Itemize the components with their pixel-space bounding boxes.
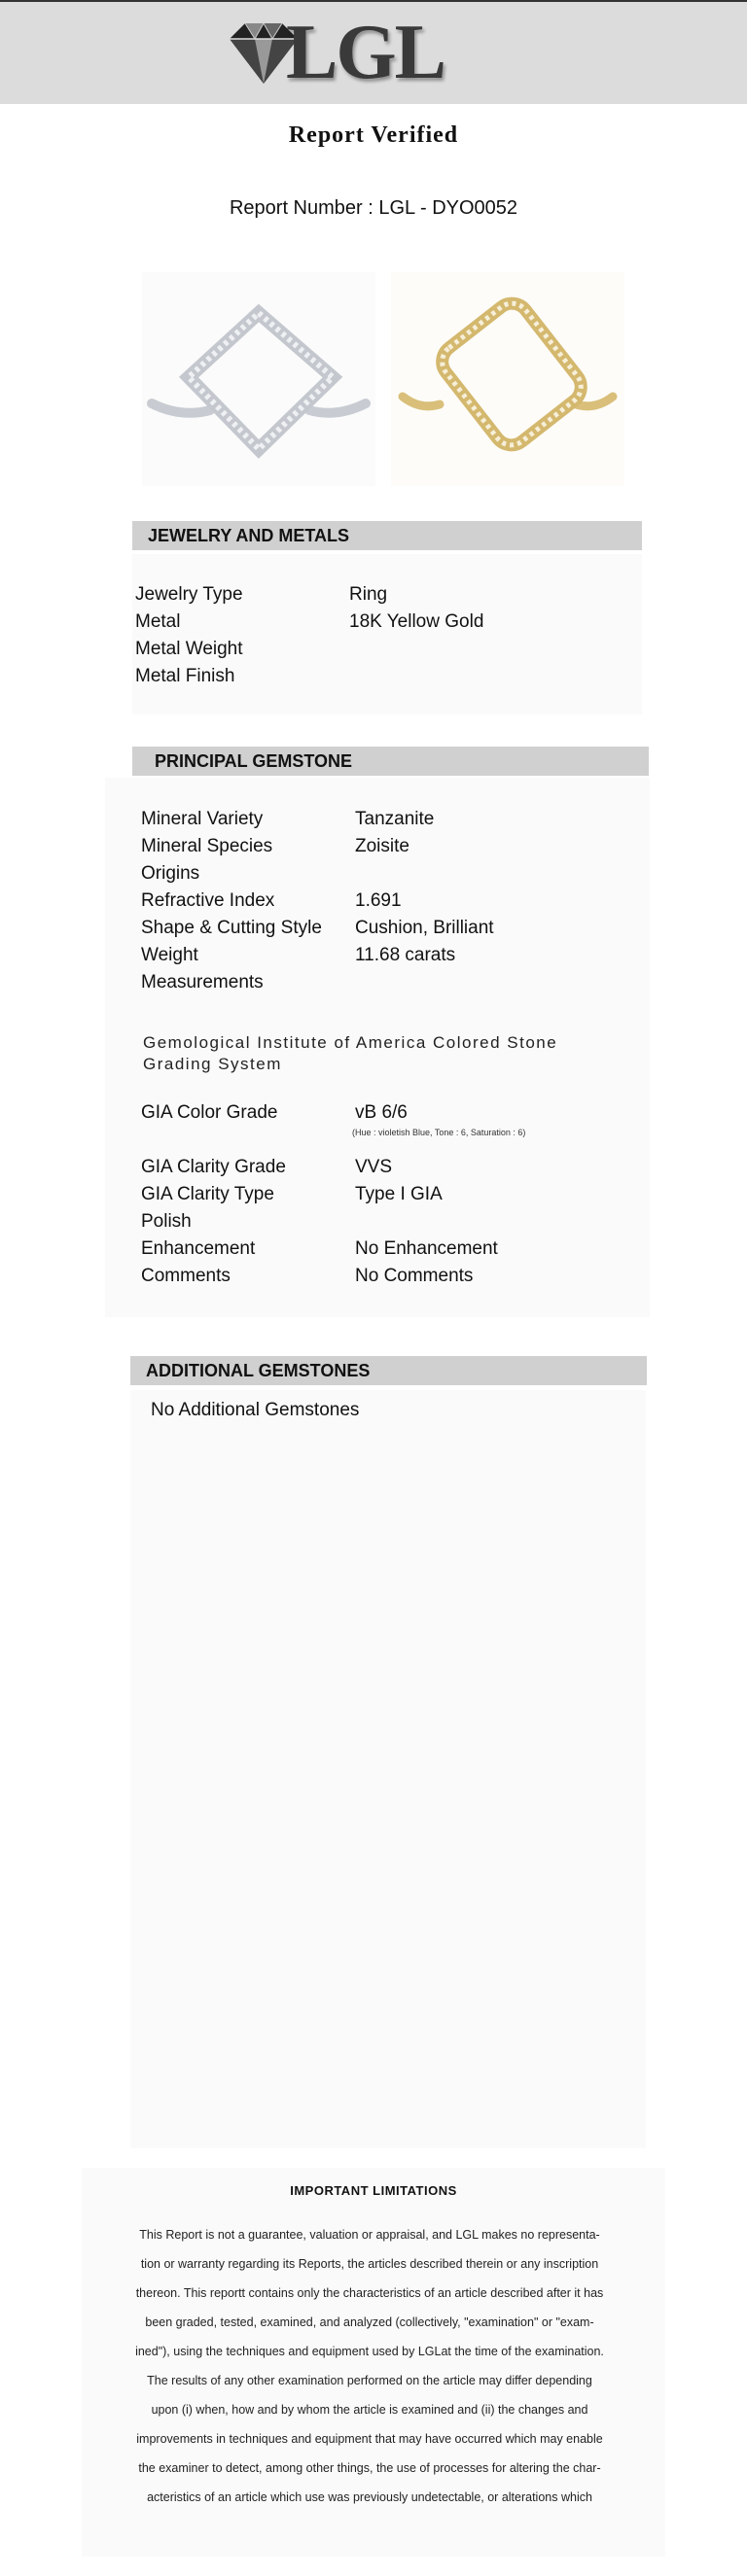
gia-clarity-grade-label: GIA Clarity Grade bbox=[141, 1157, 286, 1177]
refractive-index-label: Refractive Index bbox=[141, 890, 275, 911]
report-number: Report Number : LGL - DYO0052 bbox=[229, 197, 518, 219]
gia-clarity-type-label: GIA Clarity Type bbox=[141, 1184, 274, 1204]
limitations-line: ined"), using the techniques and equipment used by LGLat the time of the examination. bbox=[135, 2345, 604, 2358]
jewelry-panel-bg bbox=[132, 554, 642, 714]
additional-panel-bg bbox=[130, 1390, 646, 2148]
enhancement-value: No Enhancement bbox=[355, 1238, 498, 1259]
limitations-line: been graded, tested, examined, and analyzed (collectively, "examination" or "exam- bbox=[145, 2315, 594, 2329]
gia-clarity-type-value: Type I GIA bbox=[355, 1184, 443, 1204]
comments-value: No Comments bbox=[355, 1266, 474, 1286]
polish-label: Polish bbox=[141, 1211, 192, 1232]
gia-clarity-grade-value: VVS bbox=[355, 1157, 393, 1177]
limitations-line: upon (i) when, how and by whom the article is examined and (ii) the changes and bbox=[151, 2403, 588, 2417]
limitations-line: thereon. This reportt contains only the characteristics of an article described after it has bbox=[135, 2286, 604, 2300]
limitations-body bbox=[107, 2220, 632, 2512]
limitations-line: improvements in techniques and equipment that may have occurred which may enable bbox=[136, 2432, 603, 2446]
gia-color-grade-label: GIA Color Grade bbox=[141, 1102, 278, 1123]
weight-label: Weight bbox=[141, 945, 198, 965]
refractive-index-value: 1.691 bbox=[355, 890, 402, 911]
metal-finish-label: Metal Finish bbox=[135, 666, 235, 686]
limitations-line: the examiner to detect, among other things, the use of processes for altering the char- bbox=[138, 2461, 601, 2475]
mineral-variety-value: Tanzanite bbox=[355, 809, 435, 829]
header-banner bbox=[0, 0, 747, 104]
weight-value: 11.68 carats bbox=[355, 945, 456, 965]
white-gold-ring-image bbox=[142, 272, 375, 486]
metal-value: 18K Yellow Gold bbox=[349, 611, 484, 632]
mineral-species-value: Zoisite bbox=[355, 836, 409, 856]
limitations-heading: IMPORTANT LIMITATIONS bbox=[290, 2183, 457, 2198]
jewelry-type-label: Jewelry Type bbox=[135, 584, 243, 605]
logo-text: LGL bbox=[286, 10, 445, 95]
lgl-logo bbox=[226, 10, 479, 95]
color-grade-note: (Hue : violetish Blue, Tone : 6, Saturation : 6) bbox=[352, 1128, 526, 1137]
measurements-label: Measurements bbox=[141, 972, 264, 992]
limitations-line: tion or warranty regarding its Reports, the articles described therein or any inscription bbox=[140, 2257, 599, 2271]
comments-label: Comments bbox=[141, 1266, 231, 1286]
jewelry-type-value: Ring bbox=[349, 584, 388, 605]
limitations-line: The results of any other examination performed on the article may differ depending bbox=[147, 2374, 592, 2387]
additional-section-heading: ADDITIONAL GEMSTONES bbox=[130, 1356, 647, 1385]
limitations-line: acteristics of an article which use was previously undetectable, or alterations which bbox=[147, 2490, 592, 2504]
shape-cutting-value: Cushion, Brilliant bbox=[355, 918, 494, 938]
limitations-line: This Report is not a guarantee, valuation or appraisal, and LGL makes no representa- bbox=[139, 2228, 600, 2242]
principal-section-heading: PRINCIPAL GEMSTONE bbox=[132, 747, 649, 776]
metal-weight-label: Metal Weight bbox=[135, 639, 243, 659]
enhancement-label: Enhancement bbox=[141, 1238, 256, 1259]
page-title: Report Verified bbox=[288, 122, 459, 148]
no-additional-gemstones: No Additional Gemstones bbox=[151, 1400, 360, 1420]
gia-color-grade-value: vB 6/6 bbox=[355, 1102, 408, 1123]
origins-label: Origins bbox=[141, 863, 200, 884]
gia-grading-system-title: Gemological Institute of America Colored Stone Grading System bbox=[143, 1033, 558, 1073]
metal-label: Metal bbox=[135, 611, 181, 632]
shape-cutting-label: Shape & Cutting Style bbox=[141, 918, 322, 938]
yellow-gold-ring-image bbox=[391, 272, 624, 486]
jewelry-section-heading: JEWELRY AND METALS bbox=[132, 521, 642, 550]
mineral-variety-label: Mineral Variety bbox=[141, 809, 264, 829]
mineral-species-label: Mineral Species bbox=[141, 836, 273, 856]
